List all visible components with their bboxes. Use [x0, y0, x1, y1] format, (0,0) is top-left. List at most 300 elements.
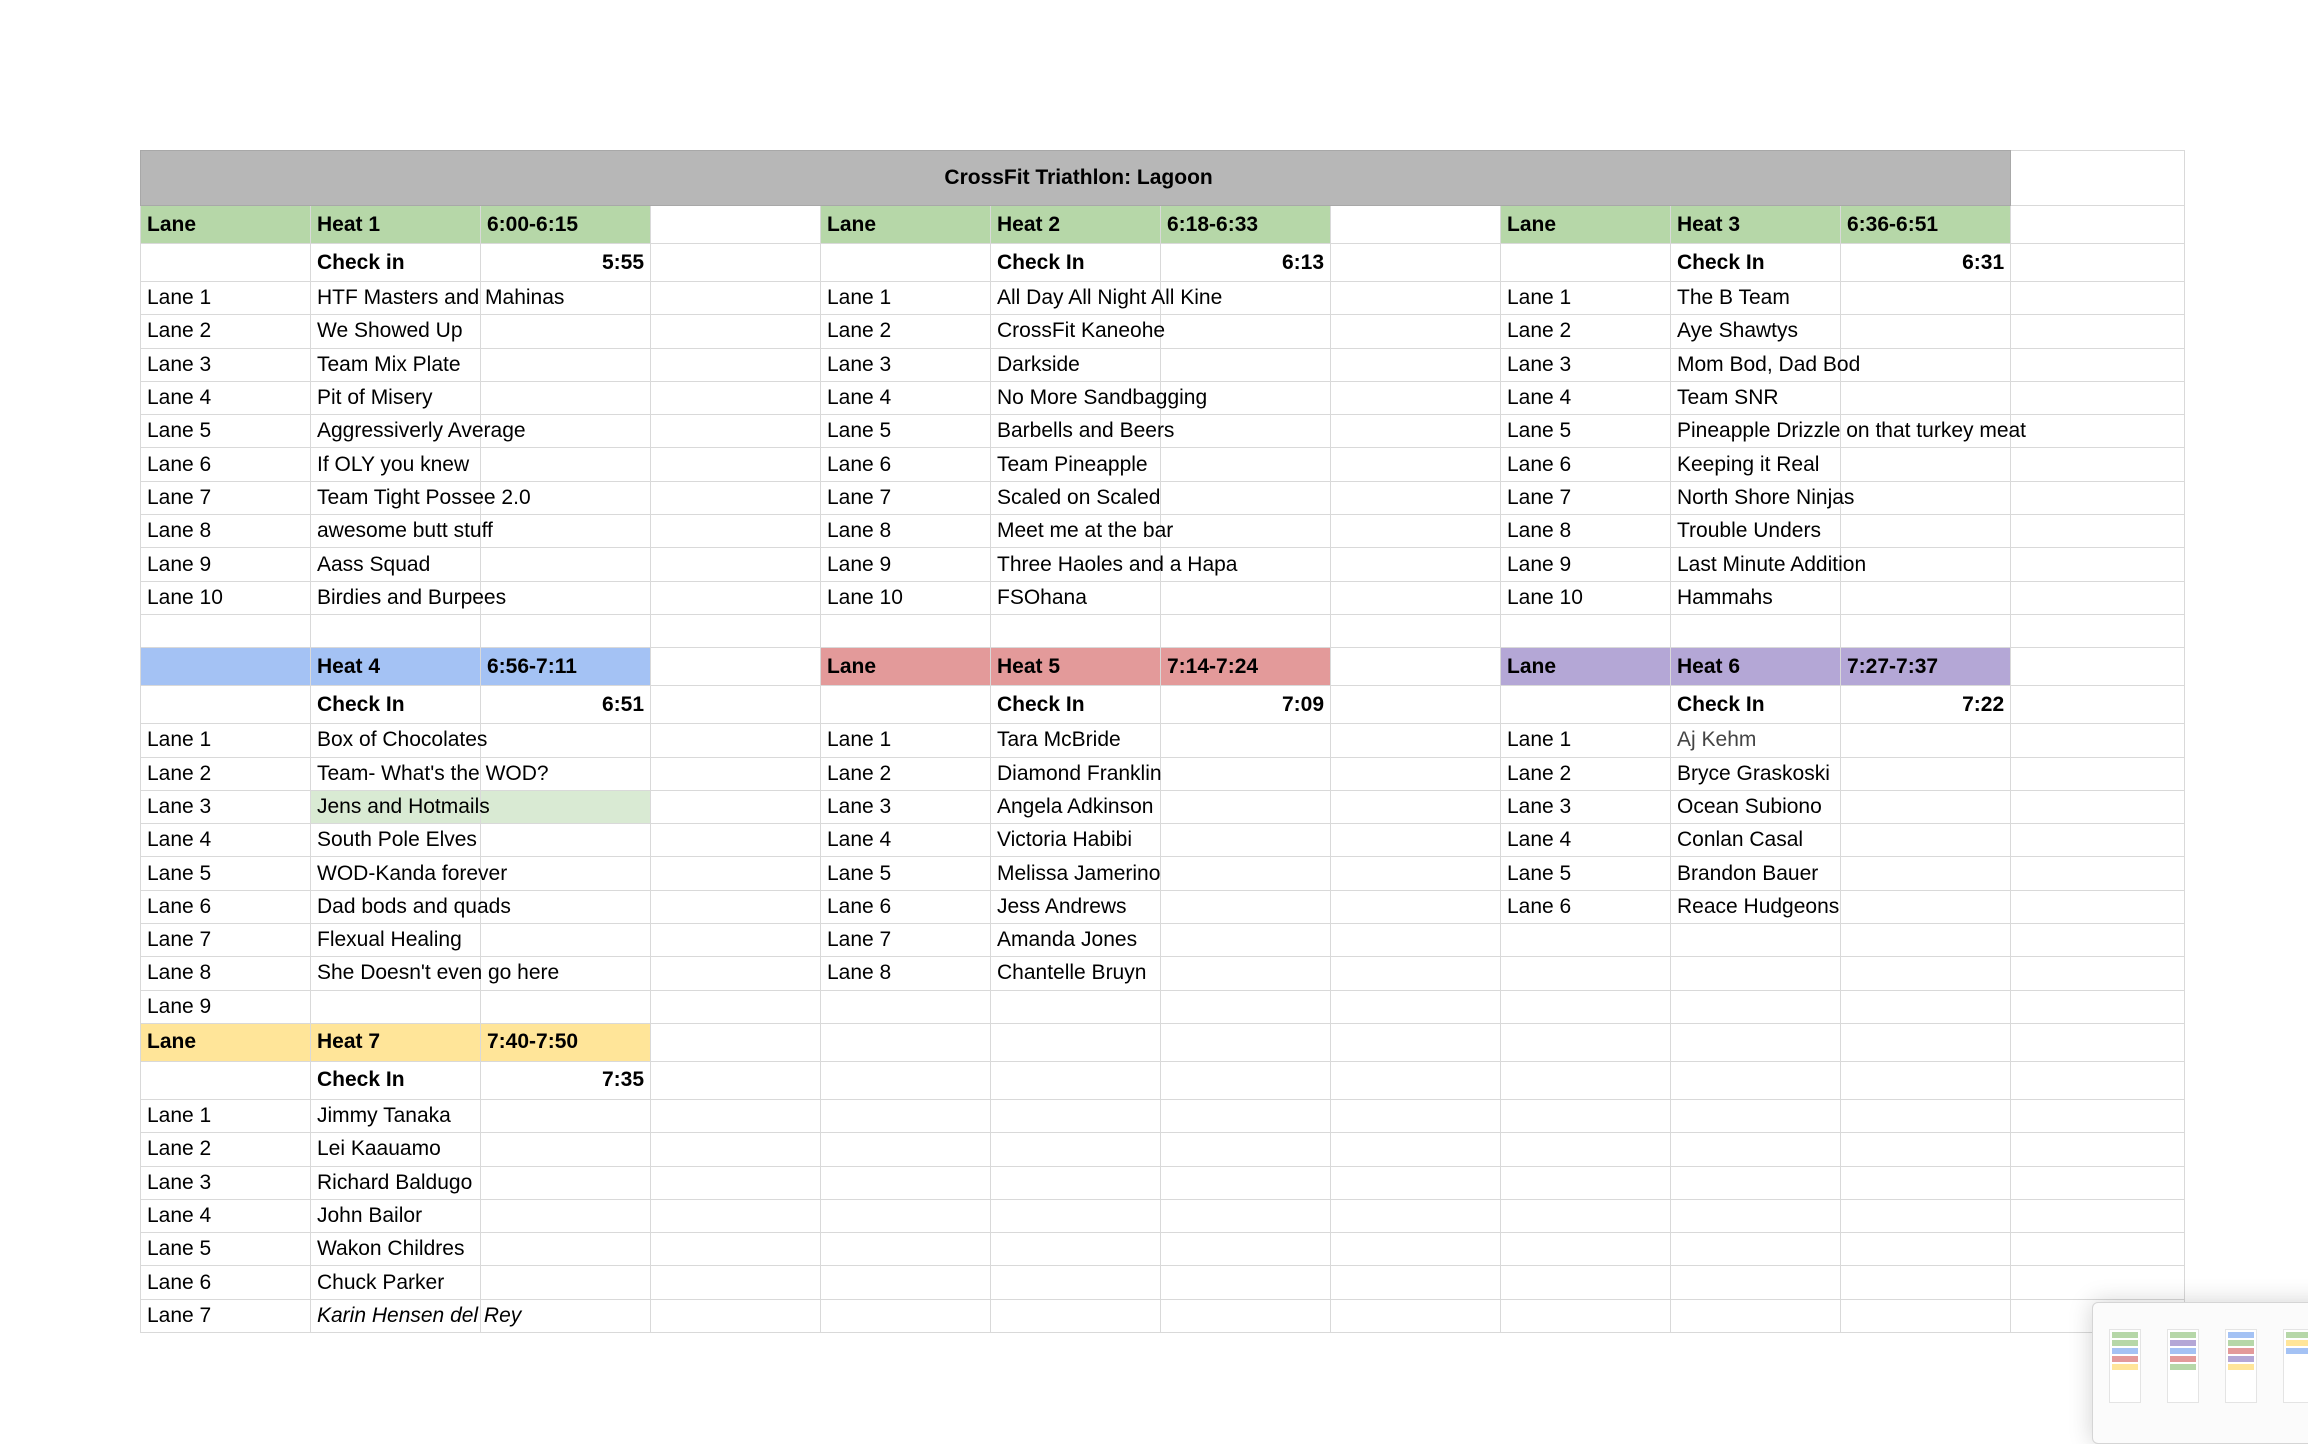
- cell[interactable]: [1841, 757, 2011, 790]
- cell[interactable]: [2011, 381, 2185, 414]
- cell[interactable]: [1671, 1061, 1841, 1099]
- team-cell[interactable]: No More Sandbagging: [991, 381, 1161, 414]
- cell[interactable]: [1161, 924, 1331, 957]
- lane-cell[interactable]: Lane 5: [1501, 415, 1671, 448]
- team-cell[interactable]: Jimmy Tanaka: [311, 1099, 481, 1132]
- team-cell[interactable]: Team- What's the WOD?: [311, 757, 481, 790]
- team-cell[interactable]: CrossFit Kaneohe: [991, 315, 1161, 348]
- heat-4-time[interactable]: 6:56-7:11: [481, 648, 651, 686]
- cell[interactable]: [651, 890, 821, 923]
- heat-2-name[interactable]: Heat 2: [991, 206, 1161, 244]
- team-cell[interactable]: FSOhana: [991, 581, 1161, 614]
- cell[interactable]: [651, 282, 821, 315]
- cell[interactable]: [991, 1099, 1161, 1132]
- cell[interactable]: [1671, 1099, 1841, 1132]
- cell[interactable]: [651, 857, 821, 890]
- team-cell[interactable]: Three Haoles and a Hapa: [991, 548, 1161, 581]
- cell[interactable]: [821, 1233, 991, 1266]
- cell[interactable]: [1841, 1266, 2011, 1299]
- lane-cell[interactable]: Lane 9: [821, 548, 991, 581]
- heat-5-name[interactable]: Heat 5: [991, 648, 1161, 686]
- cell[interactable]: [1841, 348, 2011, 381]
- cell[interactable]: [991, 1166, 1161, 1199]
- cell[interactable]: [1841, 1233, 2011, 1266]
- team-cell[interactable]: Keeping it Real: [1671, 448, 1841, 481]
- lane-cell[interactable]: Lane 1: [1501, 724, 1671, 757]
- checkin-time[interactable]: 7:22: [1841, 686, 2011, 724]
- cell[interactable]: [1671, 1133, 1841, 1166]
- team-cell[interactable]: Team Pineapple: [991, 448, 1161, 481]
- cell[interactable]: [651, 648, 821, 686]
- cell[interactable]: [1331, 581, 1501, 614]
- team-cell[interactable]: Melissa Jamerino: [991, 857, 1161, 890]
- checkin-label[interactable]: Check In: [311, 1061, 481, 1099]
- cell[interactable]: [1331, 924, 1501, 957]
- cell[interactable]: [651, 1023, 821, 1061]
- checkin-label[interactable]: Check In: [991, 686, 1161, 724]
- cell[interactable]: [991, 1061, 1161, 1099]
- cell[interactable]: [991, 1199, 1161, 1232]
- checkin-label[interactable]: Check in: [311, 244, 481, 282]
- cell[interactable]: [141, 614, 311, 647]
- cell[interactable]: [821, 990, 991, 1023]
- lane-cell[interactable]: Lane 7: [1501, 481, 1671, 514]
- cell[interactable]: [2011, 990, 2185, 1023]
- cell[interactable]: [1841, 957, 2011, 990]
- team-cell[interactable]: Wakon Childres: [311, 1233, 481, 1266]
- lane-cell[interactable]: Lane 2: [141, 315, 311, 348]
- team-cell[interactable]: Last Minute Addition: [1671, 548, 1841, 581]
- cell[interactable]: [481, 824, 651, 857]
- cell[interactable]: [1331, 1299, 1501, 1332]
- cell[interactable]: [651, 686, 821, 724]
- lane-cell[interactable]: Lane 8: [821, 957, 991, 990]
- team-cell[interactable]: Ocean Subiono: [1671, 790, 1841, 823]
- cell[interactable]: [651, 1299, 821, 1332]
- lane-cell[interactable]: Lane 1: [141, 724, 311, 757]
- cell[interactable]: [1331, 348, 1501, 381]
- team-cell[interactable]: Reace Hudgeons: [1671, 890, 1841, 923]
- cell[interactable]: [2011, 244, 2185, 282]
- lane-cell[interactable]: Lane 8: [141, 957, 311, 990]
- cell[interactable]: [1671, 990, 1841, 1023]
- cell[interactable]: [1161, 824, 1331, 857]
- cell[interactable]: [991, 1133, 1161, 1166]
- lane-cell[interactable]: Lane 1: [1501, 282, 1671, 315]
- cell[interactable]: [1161, 481, 1331, 514]
- cell[interactable]: [2011, 724, 2185, 757]
- cell[interactable]: [1161, 1233, 1331, 1266]
- team-cell[interactable]: Aggressiverly Average: [311, 415, 481, 448]
- lane-cell[interactable]: Lane 6: [1501, 448, 1671, 481]
- cell[interactable]: [1331, 890, 1501, 923]
- cell[interactable]: [481, 614, 651, 647]
- checkin-time[interactable]: 6:13: [1161, 244, 1331, 282]
- team-cell[interactable]: Birdies and Burpees: [311, 581, 481, 614]
- checkin-time[interactable]: 7:35: [481, 1061, 651, 1099]
- team-cell[interactable]: Chuck Parker: [311, 1266, 481, 1299]
- cell[interactable]: [1161, 315, 1331, 348]
- team-cell[interactable]: Lei Kaauamo: [311, 1133, 481, 1166]
- cell[interactable]: [2011, 1099, 2185, 1132]
- lane-header[interactable]: Lane: [821, 648, 991, 686]
- lane-cell[interactable]: Lane 6: [141, 448, 311, 481]
- cell[interactable]: [651, 1199, 821, 1232]
- team-cell[interactable]: Meet me at the bar: [991, 515, 1161, 548]
- cell[interactable]: [1331, 1061, 1501, 1099]
- heat-3-time[interactable]: 6:36-6:51: [1841, 206, 2011, 244]
- cell[interactable]: [1161, 757, 1331, 790]
- cell[interactable]: [1841, 381, 2011, 414]
- lane-cell[interactable]: Lane 4: [821, 381, 991, 414]
- cell[interactable]: [1331, 415, 1501, 448]
- lane-header[interactable]: Lane: [1501, 206, 1671, 244]
- cell[interactable]: [2011, 481, 2185, 514]
- team-cell[interactable]: Aj Kehm: [1671, 724, 1841, 757]
- team-cell[interactable]: Dad bods and quads: [311, 890, 481, 923]
- cell[interactable]: [141, 686, 311, 724]
- lane-cell[interactable]: Lane 6: [1501, 890, 1671, 923]
- lane-cell[interactable]: Lane 2: [821, 757, 991, 790]
- cell[interactable]: [2011, 614, 2185, 647]
- lane-cell[interactable]: Lane 5: [141, 857, 311, 890]
- cell[interactable]: [1331, 548, 1501, 581]
- cell[interactable]: [1331, 1023, 1501, 1061]
- cell[interactable]: [2011, 315, 2185, 348]
- team-cell[interactable]: Scaled on Scaled: [991, 481, 1161, 514]
- lane-header[interactable]: Lane: [821, 206, 991, 244]
- lane-cell[interactable]: Lane 3: [141, 790, 311, 823]
- team-cell[interactable]: Barbells and Beers: [991, 415, 1161, 448]
- cell[interactable]: [1331, 648, 1501, 686]
- cell[interactable]: [2011, 448, 2185, 481]
- cell[interactable]: [1841, 548, 2011, 581]
- team-cell[interactable]: She Doesn't even go here: [311, 957, 481, 990]
- cell[interactable]: [2011, 1233, 2185, 1266]
- cell[interactable]: [481, 515, 651, 548]
- cell[interactable]: [1331, 790, 1501, 823]
- cell[interactable]: [1841, 790, 2011, 823]
- cell[interactable]: [651, 1099, 821, 1132]
- cell[interactable]: [991, 1233, 1161, 1266]
- cell[interactable]: [1331, 282, 1501, 315]
- cell[interactable]: [1331, 206, 1501, 244]
- cell[interactable]: [1501, 924, 1671, 957]
- cell[interactable]: [1161, 1266, 1331, 1299]
- lane-cell[interactable]: Lane 8: [821, 515, 991, 548]
- cell[interactable]: [481, 1233, 651, 1266]
- team-cell[interactable]: Mom Bod, Dad Bod: [1671, 348, 1841, 381]
- team-cell[interactable]: Karin Hensen del Rey: [311, 1299, 481, 1332]
- cell[interactable]: [1331, 481, 1501, 514]
- cell[interactable]: [1161, 1061, 1331, 1099]
- cell[interactable]: [481, 1166, 651, 1199]
- cell[interactable]: [481, 990, 651, 1023]
- cell[interactable]: [2011, 648, 2185, 686]
- heat-4-name[interactable]: Heat 4: [311, 648, 481, 686]
- cell[interactable]: [481, 348, 651, 381]
- cell[interactable]: [2011, 957, 2185, 990]
- cell[interactable]: [821, 686, 991, 724]
- heat-7-name[interactable]: Heat 7: [311, 1023, 481, 1061]
- cell[interactable]: [1671, 1166, 1841, 1199]
- lane-cell[interactable]: Lane 8: [141, 515, 311, 548]
- cell[interactable]: [1501, 990, 1671, 1023]
- cell[interactable]: [1841, 990, 2011, 1023]
- cell[interactable]: [651, 990, 821, 1023]
- cell[interactable]: [1841, 515, 2011, 548]
- cell[interactable]: [821, 1023, 991, 1061]
- cell[interactable]: [2011, 1199, 2185, 1232]
- team-cell[interactable]: The B Team: [1671, 282, 1841, 315]
- cell[interactable]: [1331, 1233, 1501, 1266]
- lane-cell[interactable]: Lane 7: [141, 1299, 311, 1332]
- cell[interactable]: [2011, 824, 2185, 857]
- cell[interactable]: [1331, 990, 1501, 1023]
- cell[interactable]: [651, 206, 821, 244]
- cell[interactable]: [991, 990, 1161, 1023]
- cell[interactable]: [2011, 757, 2185, 790]
- cell[interactable]: [2011, 890, 2185, 923]
- lane-cell[interactable]: Lane 1: [821, 282, 991, 315]
- heat-3-name[interactable]: Heat 3: [1671, 206, 1841, 244]
- heat-6-name[interactable]: Heat 6: [1671, 648, 1841, 686]
- cell[interactable]: [1331, 957, 1501, 990]
- team-cell[interactable]: Tara McBride: [991, 724, 1161, 757]
- cell[interactable]: [2011, 581, 2185, 614]
- lane-cell[interactable]: Lane 3: [821, 790, 991, 823]
- cell[interactable]: [1671, 924, 1841, 957]
- cell[interactable]: [2011, 790, 2185, 823]
- cell[interactable]: [2011, 282, 2185, 315]
- cell[interactable]: [481, 548, 651, 581]
- cell[interactable]: [651, 1233, 821, 1266]
- team-cell[interactable]: Aass Squad: [311, 548, 481, 581]
- lane-cell[interactable]: Lane 5: [821, 415, 991, 448]
- team-cell[interactable]: Richard Baldugo: [311, 1166, 481, 1199]
- cell[interactable]: [481, 1266, 651, 1299]
- cell[interactable]: [481, 790, 651, 823]
- cell[interactable]: [1331, 1166, 1501, 1199]
- cell[interactable]: [1331, 244, 1501, 282]
- cell[interactable]: [651, 824, 821, 857]
- lane-cell[interactable]: Lane 3: [1501, 348, 1671, 381]
- lane-header[interactable]: Lane: [141, 1023, 311, 1061]
- cell[interactable]: [1161, 515, 1331, 548]
- cell[interactable]: [1161, 448, 1331, 481]
- cell[interactable]: [1671, 1266, 1841, 1299]
- cell[interactable]: [1501, 1266, 1671, 1299]
- team-cell[interactable]: We Showed Up: [311, 315, 481, 348]
- cell[interactable]: [1501, 1199, 1671, 1232]
- lane-cell[interactable]: Lane 4: [1501, 824, 1671, 857]
- cell[interactable]: [1841, 1199, 2011, 1232]
- cell[interactable]: [991, 1266, 1161, 1299]
- lane-cell[interactable]: Lane 5: [141, 1233, 311, 1266]
- team-cell[interactable]: South Pole Elves: [311, 824, 481, 857]
- cell[interactable]: [2011, 415, 2185, 448]
- cell[interactable]: [2011, 924, 2185, 957]
- cell[interactable]: [651, 548, 821, 581]
- cell[interactable]: [1331, 1199, 1501, 1232]
- lane-cell[interactable]: Lane 7: [821, 481, 991, 514]
- cell[interactable]: [651, 924, 821, 957]
- cell[interactable]: [1501, 1133, 1671, 1166]
- cell[interactable]: [2011, 686, 2185, 724]
- heat-6-time[interactable]: 7:27-7:37: [1841, 648, 2011, 686]
- team-cell[interactable]: Jess Andrews: [991, 890, 1161, 923]
- checkin-time[interactable]: 7:09: [1161, 686, 1331, 724]
- cell[interactable]: [1331, 448, 1501, 481]
- cell[interactable]: [821, 1199, 991, 1232]
- team-cell[interactable]: If OLY you knew: [311, 448, 481, 481]
- lane-cell[interactable]: Lane 2: [1501, 757, 1671, 790]
- lane-cell[interactable]: Lane 4: [141, 381, 311, 414]
- cell[interactable]: [1841, 1299, 2011, 1332]
- cell[interactable]: [821, 1099, 991, 1132]
- lane-header[interactable]: Lane: [1501, 648, 1671, 686]
- cell[interactable]: [1161, 348, 1331, 381]
- cell[interactable]: [1841, 315, 2011, 348]
- lane-cell[interactable]: Lane 7: [821, 924, 991, 957]
- team-cell[interactable]: WOD-Kanda forever: [311, 857, 481, 890]
- checkin-label[interactable]: Check In: [311, 686, 481, 724]
- cell[interactable]: [1671, 1299, 1841, 1332]
- cell[interactable]: [991, 1299, 1161, 1332]
- lane-cell[interactable]: Lane 6: [821, 890, 991, 923]
- lane-cell[interactable]: Lane 6: [141, 890, 311, 923]
- checkin-time[interactable]: 5:55: [481, 244, 651, 282]
- team-cell[interactable]: Box of Chocolates: [311, 724, 481, 757]
- lane-cell[interactable]: Lane 5: [1501, 857, 1671, 890]
- cell[interactable]: [651, 415, 821, 448]
- cell[interactable]: [651, 614, 821, 647]
- cell[interactable]: [1331, 315, 1501, 348]
- lane-cell[interactable]: Lane 2: [141, 757, 311, 790]
- cell[interactable]: [1331, 824, 1501, 857]
- cell[interactable]: [2011, 515, 2185, 548]
- team-cell[interactable]: Victoria Habibi: [991, 824, 1161, 857]
- lane-header[interactable]: [141, 648, 311, 686]
- cell[interactable]: [651, 1133, 821, 1166]
- team-cell[interactable]: Amanda Jones: [991, 924, 1161, 957]
- team-cell-highlighted[interactable]: Jens and Hotmails: [311, 790, 481, 823]
- team-cell[interactable]: Aye Shawtys: [1671, 315, 1841, 348]
- cell[interactable]: [651, 515, 821, 548]
- lane-cell[interactable]: Lane 3: [141, 1166, 311, 1199]
- cell[interactable]: [2011, 1061, 2185, 1099]
- cell[interactable]: [1501, 1166, 1671, 1199]
- lane-cell[interactable]: Lane 2: [1501, 315, 1671, 348]
- lane-cell[interactable]: Lane 4: [1501, 381, 1671, 414]
- cell[interactable]: [2011, 548, 2185, 581]
- checkin-label[interactable]: Check In: [1671, 244, 1841, 282]
- team-cell[interactable]: John Bailor: [311, 1199, 481, 1232]
- cell[interactable]: [1841, 1166, 2011, 1199]
- lane-cell[interactable]: Lane 8: [1501, 515, 1671, 548]
- cell[interactable]: [651, 481, 821, 514]
- cell[interactable]: [481, 381, 651, 414]
- lane-cell[interactable]: Lane 1: [141, 282, 311, 315]
- cell[interactable]: [821, 1061, 991, 1099]
- cell[interactable]: [141, 1061, 311, 1099]
- cell[interactable]: [1841, 824, 2011, 857]
- cell[interactable]: [1161, 1133, 1331, 1166]
- lane-cell[interactable]: Lane 5: [141, 415, 311, 448]
- cell[interactable]: [1841, 1023, 2011, 1061]
- heat-5-time[interactable]: 7:14-7:24: [1161, 648, 1331, 686]
- cell[interactable]: [481, 581, 651, 614]
- team-cell[interactable]: [311, 990, 481, 1023]
- cell[interactable]: [651, 1061, 821, 1099]
- team-cell[interactable]: Brandon Bauer: [1671, 857, 1841, 890]
- cell[interactable]: [651, 381, 821, 414]
- lane-cell[interactable]: Lane 3: [141, 348, 311, 381]
- cell[interactable]: [311, 614, 481, 647]
- cell[interactable]: [1671, 614, 1841, 647]
- cell[interactable]: [1331, 1099, 1501, 1132]
- cell[interactable]: [1841, 1099, 2011, 1132]
- checkin-time[interactable]: 6:51: [481, 686, 651, 724]
- cell[interactable]: [141, 244, 311, 282]
- cell[interactable]: [2011, 857, 2185, 890]
- cell[interactable]: [1161, 724, 1331, 757]
- cell[interactable]: [1331, 614, 1501, 647]
- cell[interactable]: [651, 790, 821, 823]
- cell[interactable]: [1331, 381, 1501, 414]
- lane-cell[interactable]: Lane 10: [1501, 581, 1671, 614]
- lane-cell[interactable]: Lane 3: [821, 348, 991, 381]
- cell[interactable]: [651, 348, 821, 381]
- cell[interactable]: [2011, 151, 2185, 206]
- cell[interactable]: [821, 1266, 991, 1299]
- lane-cell[interactable]: Lane 5: [821, 857, 991, 890]
- cell[interactable]: [1501, 244, 1671, 282]
- team-cell[interactable]: Team SNR: [1671, 381, 1841, 414]
- cell[interactable]: [1331, 1133, 1501, 1166]
- cell[interactable]: [651, 244, 821, 282]
- cell[interactable]: [1841, 724, 2011, 757]
- cell[interactable]: [1841, 1061, 2011, 1099]
- lane-cell[interactable]: Lane 6: [141, 1266, 311, 1299]
- cell[interactable]: [1161, 581, 1331, 614]
- cell[interactable]: [1671, 1023, 1841, 1061]
- checkin-label[interactable]: Check In: [991, 244, 1161, 282]
- cell[interactable]: [821, 1299, 991, 1332]
- cell[interactable]: [481, 924, 651, 957]
- cell[interactable]: [651, 1166, 821, 1199]
- cell[interactable]: [1841, 614, 2011, 647]
- lane-cell[interactable]: Lane 4: [141, 1199, 311, 1232]
- cell[interactable]: [481, 1133, 651, 1166]
- lane-cell[interactable]: Lane 7: [141, 924, 311, 957]
- cell[interactable]: [2011, 1266, 2185, 1299]
- cell[interactable]: [651, 581, 821, 614]
- checkin-time[interactable]: 6:31: [1841, 244, 2011, 282]
- cell[interactable]: [1501, 1023, 1671, 1061]
- cell[interactable]: [1331, 515, 1501, 548]
- cell[interactable]: [1671, 1199, 1841, 1232]
- cell[interactable]: [1841, 282, 2011, 315]
- sheet-title[interactable]: CrossFit Triathlon: Lagoon: [141, 151, 2011, 206]
- cell[interactable]: [1501, 1061, 1671, 1099]
- cell[interactable]: [1161, 415, 1331, 448]
- team-cell[interactable]: Team Tight Possee 2.0: [311, 481, 481, 514]
- team-cell[interactable]: Chantelle Bruyn: [991, 957, 1161, 990]
- cell[interactable]: [1331, 757, 1501, 790]
- team-cell[interactable]: Hammahs: [1671, 581, 1841, 614]
- lane-cell[interactable]: Lane 10: [141, 581, 311, 614]
